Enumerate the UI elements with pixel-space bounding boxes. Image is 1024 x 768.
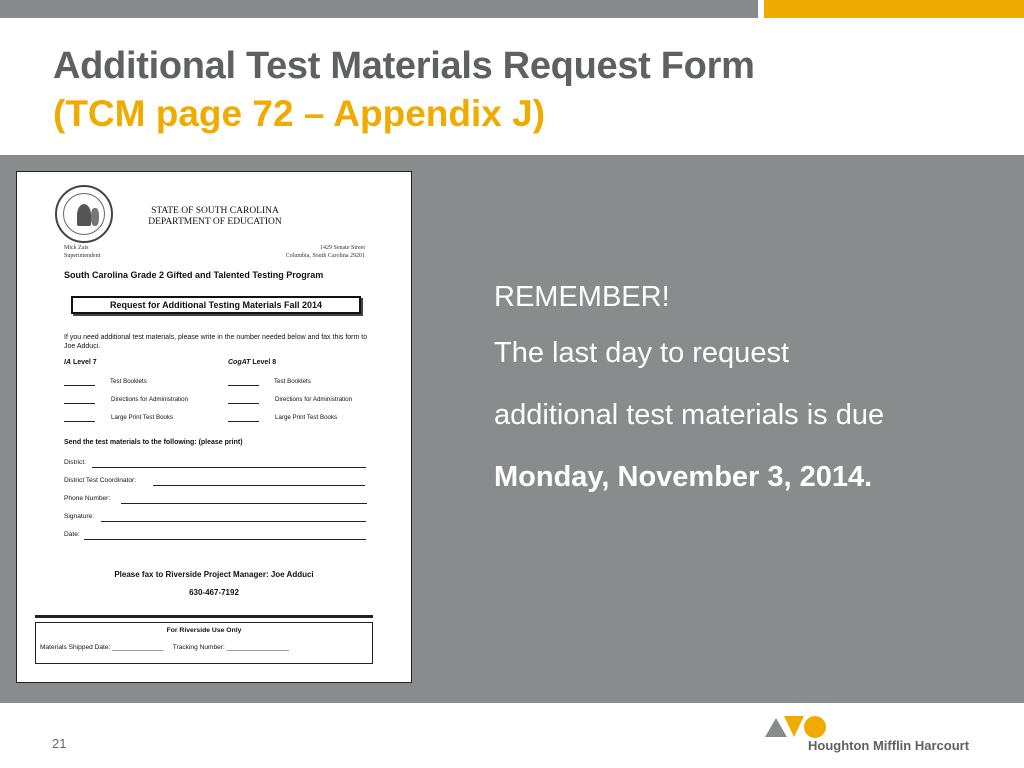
form-instructions: If you need additional test materials, please write in the number needed below and fax this form to Joe Adduci. — [64, 334, 368, 350]
reminder-text — [494, 272, 914, 508]
top-bar-gold — [764, 0, 1024, 18]
cogat-blank-3 — [228, 421, 259, 422]
send-heading: Send the test materials to the following: (please print) — [64, 439, 243, 446]
ia-item-3: Large Print Test Books — [111, 414, 174, 421]
field-date: Date: — [64, 531, 80, 538]
request-form-image — [16, 171, 412, 683]
ia-level-heading: IA Level 7 — [64, 359, 97, 366]
riverside-fields: Materials Shipped Date: ______________ Tracking Number: _________________ — [40, 644, 290, 651]
field-date-line — [84, 539, 366, 540]
hmh-logo-text: Houghton Mifflin Harcourt — [808, 738, 970, 753]
field-district-line — [92, 467, 366, 468]
riverside-use-box — [35, 622, 373, 664]
due-date: Monday, November 3, 2014. — [494, 461, 873, 493]
slide-subtitle: (TCM page 72 – Appendix J) — [53, 93, 546, 134]
reminder-body: The last day to request additional test materials is due — [494, 337, 885, 431]
cogat-blank-2 — [228, 403, 259, 404]
ia-blank-3 — [64, 421, 95, 422]
fax-phone: 630-467-7192 — [189, 588, 239, 597]
slide-number: 21 — [52, 736, 67, 751]
ia-item-1: Test Booklets — [110, 378, 147, 385]
slide-title: Additional Test Materials Request Form — [53, 45, 755, 87]
cogat-item-1: Test Booklets — [274, 378, 311, 385]
hmh-logo-v-icon — [784, 716, 804, 737]
hmh-logo-circle-icon — [804, 716, 826, 738]
field-phone-line — [121, 503, 367, 504]
field-district: District: — [64, 459, 86, 466]
divider — [35, 615, 373, 618]
remember-heading: REMEMBER! — [494, 281, 670, 313]
superintendent-info: Mick Zais Superintendent — [64, 245, 101, 259]
cogat-item-2: Directions for Administration — [275, 396, 353, 403]
field-phone: Phone Number: — [64, 495, 111, 502]
agency-address: 1429 Senate Street Columbia, South Carolina 29201 — [285, 245, 365, 259]
riverside-title: For Riverside Use Only — [166, 627, 242, 634]
ia-item-2: Directions for Administration — [111, 396, 189, 403]
ia-blank-2 — [64, 403, 95, 404]
state-seal-icon — [55, 185, 113, 243]
ia-blank-1 — [64, 385, 95, 386]
request-title-box: Request for Additional Testing Materials Fall 2014 — [71, 296, 361, 314]
field-coordinator-line — [153, 485, 365, 486]
field-coordinator: District Test Coordinator: — [64, 477, 137, 484]
field-signature: Signature: — [64, 513, 95, 520]
field-signature-line — [101, 521, 366, 522]
cogat-level-heading: CogAT Level 8 — [228, 359, 277, 366]
cogat-blank-1 — [228, 385, 259, 386]
fax-instruction: Please fax to Riverside Project Manager: Joe Adduci — [114, 570, 314, 579]
cogat-item-3: Large Print Test Books — [275, 414, 338, 421]
top-bar-gray — [0, 0, 758, 18]
program-title: South Carolina Grade 2 Gifted and Talented Testing Program — [64, 270, 324, 280]
agency-header: STATE OF SOUTH CAROLINA DEPARTMENT OF EDUCATION — [148, 206, 282, 227]
